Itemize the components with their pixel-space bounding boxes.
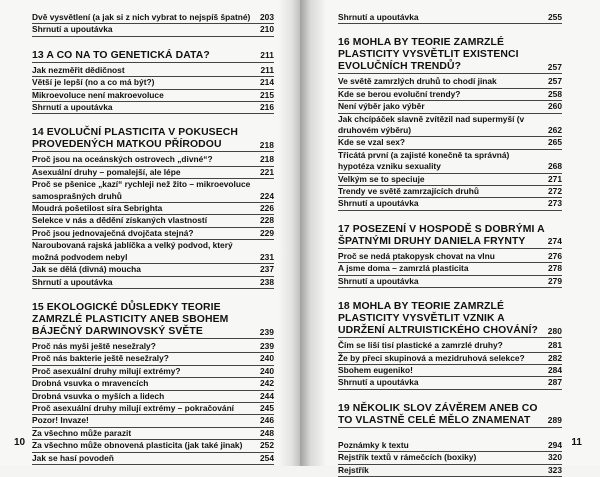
entry-page-number: 279: [548, 275, 562, 286]
entry-page-number: 265: [548, 137, 562, 148]
entry-title: Proč se pšenice „kazí“ rychleji než žito – mikroevoluce samosprašných druhů: [32, 179, 251, 201]
entry-title: Shrnutí a upoutávka: [338, 12, 419, 22]
entry-title: Jak se dělá (divná) moucha: [32, 264, 141, 275]
left-toc: [32, 12, 274, 465]
entry-page-number: 239: [260, 340, 274, 351]
toc-entry[interactable]: [32, 77, 274, 89]
entry-title: Proč nás myši ještě nesežraly?: [32, 340, 156, 351]
entry-title: Větší je lepší (no a co má být?): [32, 77, 155, 88]
left-page: [0, 0, 300, 466]
toc-entry[interactable]: [32, 240, 274, 264]
toc-entry[interactable]: [338, 76, 562, 88]
entry-page-number: 221: [260, 166, 274, 177]
entry-title: Mikroevoluce není makroevoluce: [32, 89, 164, 100]
entry-title: Selekce v nás a dědění získaných vlastností: [32, 215, 208, 226]
entry-title: Kde se berou evoluční trendy?: [338, 88, 461, 99]
entry-page-number: 260: [548, 101, 562, 112]
entry-title: Dvě vysvětlení (a jak si z nich vybrat to nejspíš špatné): [32, 12, 251, 22]
toc-entry[interactable]: [338, 353, 562, 365]
toc-entry[interactable]: [32, 154, 274, 166]
toc-entry[interactable]: [32, 90, 274, 102]
entry-page-number: 271: [548, 173, 562, 184]
entry-title: Shrnutí a upoutávka: [338, 275, 419, 286]
entry-title: Proč jsou na oceánských ostrovech „divné“?: [32, 154, 213, 165]
entry-title: Proč asexuální druhy milují extrémy?: [32, 365, 181, 376]
chapter-title: 17 POSEZENÍ V HOSPODĚ S DOBRÝMI A ŠPATNÝMI DRUHY DANIELA FRYNTY: [338, 223, 545, 247]
toc-entry[interactable]: [32, 453, 274, 465]
chapter-title: 18 MOHLA BY TEORIE ZAMRZLÉ PLASTICITY VYSVĚTLIT VZNIK A UDRŽENÍ ALTRUISTICKÉHO CHOVÁNÍ?: [338, 301, 538, 337]
entry-page-number: 287: [548, 377, 562, 388]
right-page-number: 11: [571, 437, 582, 448]
chapter-title: 15 EKOLOGICKÉ DŮSLEDKY TEORIE ZAMRZLÉ PLASTICITY ANEB SBOHEM BÁJEČNÝ DARWINOVSKÝ SVĚTE: [32, 301, 229, 337]
chapter-page-number: 239: [259, 326, 274, 337]
toc-entry[interactable]: [338, 263, 562, 275]
toc-entry[interactable]: [32, 264, 274, 276]
entry-title: Rejstřík textů v rámečcích (boxiky): [338, 452, 477, 463]
chapter-page-number: 289: [547, 415, 562, 426]
toc-entry[interactable]: [338, 465, 562, 477]
chapter-title: 16 MOHLA BY TEORIE ZAMRZLÉ PLASTICITY VYSVĚTLIT EXISTENCI EVOLUČNÍCH TRENDŮ?: [338, 37, 519, 73]
entry-page-number: 240: [260, 353, 274, 364]
right-gutter-shadow: [300, 0, 326, 466]
entry-title: Za všechno může parazit: [32, 427, 132, 438]
entry-page-number: 226: [260, 203, 274, 214]
entry-page-number: 211: [260, 64, 274, 75]
entry-title: Sbohem eugeniko!: [338, 364, 413, 375]
chapter-page-number: 218: [259, 140, 274, 151]
chapter-page-number: 211: [260, 50, 274, 61]
chapter-page-number: 274: [547, 236, 562, 247]
toc-chapter[interactable]: [338, 224, 562, 249]
entry-title: Třicátá první (a zajisté konečně ta správná) hypotéza vzniku sexuality: [338, 149, 510, 172]
chapter-title: 13 A CO NA TO GENETICKÁ DATA?: [32, 49, 210, 61]
entry-page-number: 231: [260, 251, 274, 262]
entry-page-number: 252: [260, 440, 274, 451]
entry-title: Není výběr jako výběr: [338, 101, 425, 112]
toc-entry[interactable]: [32, 179, 274, 203]
entry-page-number: 273: [548, 198, 562, 209]
toc-entry[interactable]: [338, 276, 562, 288]
chapter-title: 19 NĚKOLIK SLOV ZÁVĚREM ANEB CO TO VLASTNĚ CELÉ MĚLO ZNAMENAT: [338, 402, 538, 426]
toc-chapter[interactable]: [32, 127, 274, 152]
toc-entry[interactable]: [338, 12, 562, 24]
entry-title: Shrnutí a upoutávka: [338, 377, 419, 388]
toc-chapter[interactable]: [32, 50, 274, 63]
entry-page-number: 215: [260, 89, 274, 100]
entry-title: Moudrá pošetilost síra Sebrighta: [32, 203, 163, 214]
entry-page-number: 238: [260, 276, 274, 287]
entry-title: Čím se liší tisí plastické a zamrzlé druhy?: [338, 340, 503, 351]
entry-page-number: 282: [548, 352, 562, 363]
entry-page-number: 278: [548, 263, 562, 274]
entry-title: Jak nezměřit dědičnost: [32, 64, 125, 75]
left-page-number: 10: [14, 437, 26, 448]
entry-page-number: 228: [260, 215, 274, 226]
chapter-page-number: 280: [547, 325, 562, 336]
entry-page-number: 203: [260, 12, 274, 22]
entry-page-number: 210: [260, 24, 274, 35]
entry-page-number: 268: [548, 161, 562, 172]
entry-title: Poznámky k textu: [338, 439, 409, 450]
entry-page-number: 248: [260, 427, 274, 438]
entry-page-number: 262: [548, 125, 562, 136]
left-gutter-shadow: [278, 0, 300, 466]
entry-title: Proč nás bakterie ještě nesežraly?: [32, 353, 169, 364]
chapter-title: 14 EVOLUČNÍ PLASTICITA V POKUSECH PROVEDENÝCH MATKOU PŘÍRODOU: [32, 127, 238, 151]
entry-title: Ve světě zamrzlých druhů to chodí jinak: [338, 76, 497, 87]
entry-title: Kde se vzal sex?: [338, 137, 406, 148]
entry-page-number: 323: [548, 464, 562, 475]
entry-title: Pozor! Invaze!: [32, 415, 89, 426]
entry-page-number: 281: [548, 340, 562, 351]
toc-entry[interactable]: [32, 415, 274, 427]
entry-page-number: 216: [260, 102, 274, 113]
entry-page-number: 257: [548, 76, 562, 87]
entry-page-number: 244: [260, 390, 274, 401]
entry-title: Asexuální druhy – pomalejší, ale lépe: [32, 166, 181, 177]
toc-entry[interactable]: [338, 174, 562, 186]
toc-entry[interactable]: [338, 377, 562, 389]
entry-title: Jak chcípáček slavně zvítězil nad supermyší (v druhovém výběru): [338, 113, 525, 136]
entry-title: Jak se hasí povodeň: [32, 452, 114, 463]
entry-title: Rejstřík: [338, 464, 369, 475]
toc-entry[interactable]: [32, 228, 274, 240]
toc-entry[interactable]: [32, 428, 274, 440]
entry-page-number: 258: [548, 88, 562, 99]
entry-title: A jsme doma – zamrzlá plasticita: [338, 263, 469, 274]
toc-chapter[interactable]: [32, 302, 274, 339]
toc-chapter[interactable]: [338, 403, 562, 428]
entry-title: Shrnutí a upoutávka: [32, 24, 113, 35]
entry-page-number: 245: [260, 402, 274, 413]
entry-page-number: 255: [548, 12, 562, 22]
entry-page-number: 276: [548, 250, 562, 261]
toc-entry[interactable]: [32, 167, 274, 179]
toc-entry[interactable]: [32, 65, 274, 77]
toc-entry[interactable]: [338, 137, 562, 149]
entry-page-number: 320: [548, 452, 562, 463]
entry-title: Velkým se to speciuje: [338, 173, 425, 184]
toc-entry[interactable]: [32, 440, 274, 452]
toc-entry[interactable]: [32, 391, 274, 403]
entry-title: Proč jsou jednovaječná dvojčata stejná?: [32, 227, 194, 238]
toc-entry[interactable]: [338, 150, 562, 174]
entry-page-number: 229: [260, 227, 274, 238]
entry-title: Proč asexuální druhy milují extrémy – pokračování: [32, 402, 235, 413]
toc-entry[interactable]: [338, 365, 562, 377]
entry-title: Shrnutí a upoutávka: [338, 198, 419, 209]
entry-page-number: 237: [260, 264, 274, 275]
toc-chapter[interactable]: [338, 37, 562, 74]
toc-entry[interactable]: [32, 378, 274, 390]
entry-page-number: 246: [260, 415, 274, 426]
entry-title: Drobná vsuvka o mravencích: [32, 378, 149, 389]
toc-entry[interactable]: [338, 440, 562, 452]
entry-page-number: 284: [548, 364, 562, 375]
toc-entry[interactable]: [338, 186, 562, 198]
toc-entry[interactable]: [32, 403, 274, 415]
toc-entry[interactable]: [338, 101, 562, 113]
entry-title: Shrnutí a upoutávka: [32, 276, 113, 287]
toc-entry[interactable]: [32, 353, 274, 365]
entry-title: Drobná vsuvka o myších a lidech: [32, 390, 165, 401]
toc-entry[interactable]: [338, 114, 562, 138]
chapter-page-number: 257: [547, 62, 562, 72]
entry-title: Naroubovaná rajská jablíčka a velký podvod, který možná podvodem nebyl: [32, 240, 233, 262]
entry-page-number: 240: [260, 365, 274, 376]
toc-entry[interactable]: [32, 12, 274, 24]
toc-entry[interactable]: [32, 366, 274, 378]
entry-title: Proč se nedá ptakopysk chovat na vlnu: [338, 250, 495, 261]
entry-title: Za všechno může obnovená plasticita (jak také jinak): [32, 440, 243, 451]
entry-page-number: 242: [260, 378, 274, 389]
right-page: [300, 0, 600, 475]
toc-entry[interactable]: [338, 251, 562, 263]
entry-page-number: 294: [548, 439, 562, 450]
entry-page-number: 224: [260, 190, 274, 201]
toc-entry[interactable]: [338, 198, 562, 210]
entry-page-number: 218: [260, 154, 274, 165]
toc-entry[interactable]: [32, 215, 274, 227]
entry-title: Že by přeci skupinová a mezidruhová selekce?: [338, 352, 525, 363]
toc-entry[interactable]: [32, 102, 274, 114]
toc-entry[interactable]: [338, 89, 562, 101]
right-toc: [338, 12, 562, 477]
toc-entry[interactable]: [32, 24, 274, 36]
entry-page-number: 254: [260, 452, 274, 463]
entry-page-number: 272: [548, 186, 562, 197]
toc-chapter[interactable]: [338, 301, 562, 338]
entry-page-number: 214: [260, 77, 274, 88]
toc-entry[interactable]: [32, 277, 274, 289]
toc-entry[interactable]: [32, 203, 274, 215]
entry-title: Trendy ve světě zamrzajících druhů: [338, 186, 480, 197]
toc-entry[interactable]: [338, 452, 562, 464]
entry-title: Shrnutí a upoutávka: [32, 102, 113, 113]
toc-entry[interactable]: [32, 341, 274, 353]
section-gap: [338, 430, 562, 440]
toc-entry[interactable]: [338, 340, 562, 352]
